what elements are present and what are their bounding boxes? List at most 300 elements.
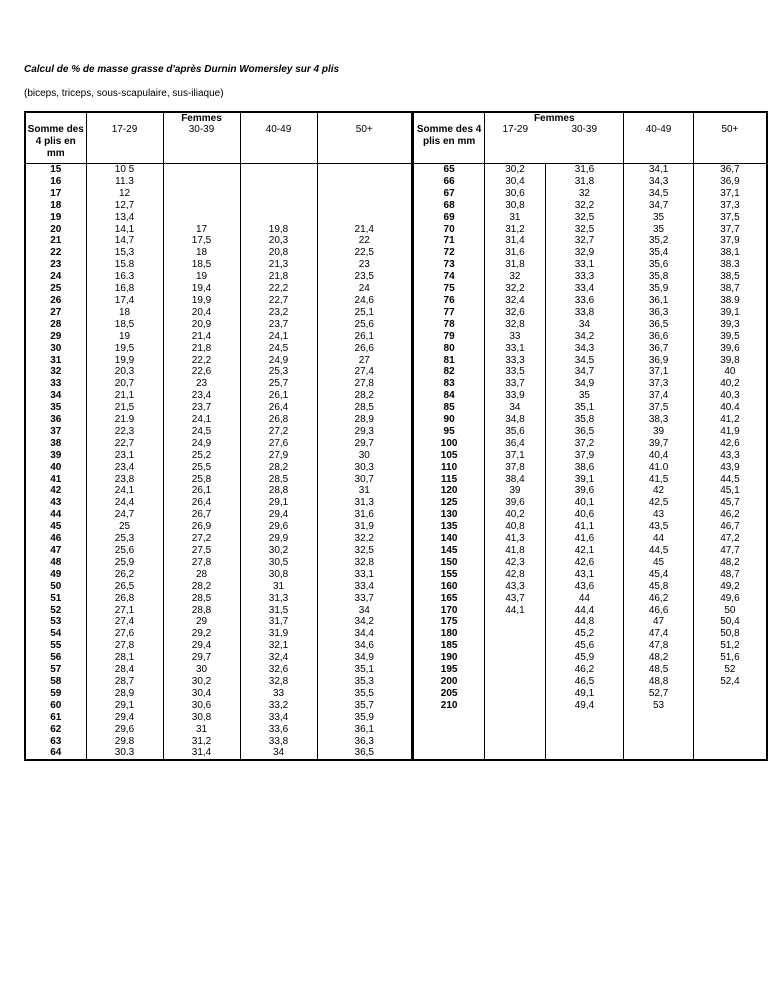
value-cell (485, 712, 545, 724)
value-cell: 26,9 (163, 521, 240, 533)
table-row (25, 200, 412, 212)
value-cell: 39 (624, 426, 694, 438)
value-cell: 32,6 (240, 664, 317, 676)
sum-cell: 24 (25, 271, 86, 283)
value-cell: 26,7 (163, 509, 240, 521)
value-cell: 12,7 (86, 200, 163, 212)
value-cell: 19,8 (240, 224, 317, 236)
table-row (25, 462, 412, 474)
sum-cell: 62 (25, 724, 86, 736)
value-cell: 43 (624, 509, 694, 521)
sum-cell: 140 (413, 533, 485, 545)
table-row (25, 438, 412, 450)
table-row (413, 390, 767, 402)
table-row (413, 688, 767, 700)
value-cell: 53 (624, 700, 694, 712)
table-row (413, 640, 767, 652)
value-cell: 30,8 (240, 569, 317, 581)
table-row (413, 212, 767, 224)
value-cell: 20,9 (163, 319, 240, 331)
value-cell: 27,9 (240, 450, 317, 462)
value-cell: 37,9 (545, 450, 624, 462)
sum-cell: 63 (25, 736, 86, 748)
value-cell: 33,1 (317, 569, 412, 581)
sum-cell: 145 (413, 545, 485, 557)
value-cell: 46,5 (545, 676, 624, 688)
value-cell (545, 747, 624, 760)
value-cell: 44 (624, 533, 694, 545)
value-cell: 31 (240, 581, 317, 593)
value-cell: 35,2 (624, 235, 694, 247)
value-cell: 36,1 (624, 295, 694, 307)
table-row (413, 474, 767, 486)
value-cell: 31 (485, 212, 545, 224)
value-cell: 28,9 (86, 688, 163, 700)
value-cell: 45,8 (624, 581, 694, 593)
value-cell: 32,2 (485, 283, 545, 295)
value-cell: 30 (163, 664, 240, 676)
value-cell: 31,6 (485, 247, 545, 259)
value-cell: 31,2 (163, 736, 240, 748)
table-row (413, 628, 767, 640)
value-cell: 36,7 (693, 164, 767, 176)
value-cell: 32 (485, 271, 545, 283)
sum-cell: 43 (25, 497, 86, 509)
left-table (24, 111, 413, 761)
value-cell: 27,5 (163, 545, 240, 557)
value-cell: 29,6 (240, 521, 317, 533)
value-cell: 48,2 (624, 652, 694, 664)
value-cell: 36,3 (624, 307, 694, 319)
value-cell: 33,4 (240, 712, 317, 724)
table-row (25, 605, 412, 617)
table-row (413, 402, 767, 414)
value-cell: 13,4 (86, 212, 163, 224)
value-cell: 17 (163, 224, 240, 236)
value-cell: 45,6 (545, 640, 624, 652)
table-row (25, 688, 412, 700)
value-cell: 24 (317, 283, 412, 295)
value-cell: 33,3 (485, 355, 545, 367)
sum-cell: 115 (413, 474, 485, 486)
value-cell: 23,4 (86, 462, 163, 474)
sum-cell: 34 (25, 390, 86, 402)
value-cell: 42,3 (485, 557, 545, 569)
value-cell: 36,5 (545, 426, 624, 438)
table-row (413, 200, 767, 212)
value-cell: 23 (163, 378, 240, 390)
sum-cell: 42 (25, 485, 86, 497)
value-cell: 30,4 (485, 176, 545, 188)
value-cell: 25,3 (240, 366, 317, 378)
value-cell (624, 712, 694, 724)
value-cell: 20,7 (86, 378, 163, 390)
value-cell: 29,1 (86, 700, 163, 712)
value-cell: 27,2 (240, 426, 317, 438)
value-cell: 28,1 (86, 652, 163, 664)
value-cell: 30 (317, 450, 412, 462)
sum-cell: 50 (25, 581, 86, 593)
table-row (25, 509, 412, 521)
value-cell (240, 176, 317, 188)
value-cell: 20,8 (240, 247, 317, 259)
table-row (25, 664, 412, 676)
table-row (413, 224, 767, 236)
value-cell: 34,3 (624, 176, 694, 188)
table-row (413, 747, 767, 760)
value-cell: 39,8 (693, 355, 767, 367)
value-cell: 30,2 (240, 545, 317, 557)
value-cell: 42 (624, 485, 694, 497)
value-cell: 38,4 (485, 474, 545, 486)
sum-cell (413, 712, 485, 724)
value-cell: 46,6 (624, 605, 694, 617)
table-row (413, 593, 767, 605)
table-row (413, 581, 767, 593)
value-cell: 15.8 (86, 259, 163, 271)
value-cell: 37,1 (485, 450, 545, 462)
table-row (413, 557, 767, 569)
value-cell: 10 5 (86, 164, 163, 176)
sum-cell: 66 (413, 176, 485, 188)
value-cell: 31,6 (317, 509, 412, 521)
value-cell: 30,8 (485, 200, 545, 212)
sum-cell: 57 (25, 664, 86, 676)
value-cell: 21,4 (163, 331, 240, 343)
table-row (25, 295, 412, 307)
value-cell: 32,8 (317, 557, 412, 569)
sum-cell: 19 (25, 212, 86, 224)
value-cell: 38,3 (624, 414, 694, 426)
sum-cell: 84 (413, 390, 485, 402)
value-cell: 26,5 (86, 581, 163, 593)
value-cell: 34,4 (317, 628, 412, 640)
value-cell: 35,5 (317, 688, 412, 700)
sum-cell: 58 (25, 676, 86, 688)
value-cell: 35,6 (624, 259, 694, 271)
value-cell: 11.3 (86, 176, 163, 188)
table-row (25, 414, 412, 426)
value-cell: 40 (693, 366, 767, 378)
value-cell: 39,7 (624, 438, 694, 450)
value-cell: 32,4 (485, 295, 545, 307)
table-row (413, 509, 767, 521)
sum-cell: 135 (413, 521, 485, 533)
value-cell: 41,9 (693, 426, 767, 438)
value-cell: 42,6 (545, 557, 624, 569)
value-cell: 29,3 (317, 426, 412, 438)
sum-cell: 210 (413, 700, 485, 712)
value-cell: 32,6 (485, 307, 545, 319)
col-header-30-39: 30-39 (571, 124, 598, 135)
value-cell: 24,4 (86, 497, 163, 509)
table-row (413, 366, 767, 378)
value-cell: 22 (317, 235, 412, 247)
group-label: Femmes (533, 113, 575, 124)
sum-cell: 60 (25, 700, 86, 712)
table-row (25, 247, 412, 259)
value-cell: 41,2 (693, 414, 767, 426)
value-cell: 21,8 (240, 271, 317, 283)
value-cell (693, 735, 767, 747)
table-row (25, 533, 412, 545)
value-cell: 33,7 (485, 378, 545, 390)
value-cell (693, 712, 767, 724)
value-cell: 22,7 (240, 295, 317, 307)
table-row (25, 366, 412, 378)
value-cell: 23,4 (163, 390, 240, 402)
value-cell: 29,4 (163, 640, 240, 652)
value-cell: 28,5 (163, 593, 240, 605)
value-cell: 43,3 (485, 581, 545, 593)
table-row (413, 533, 767, 545)
value-cell: 21,8 (163, 343, 240, 355)
value-cell: 21,1 (86, 390, 163, 402)
sum-cell: 33 (25, 378, 86, 390)
sum-cell: 76 (413, 295, 485, 307)
table-row (25, 164, 412, 176)
table-row (413, 485, 767, 497)
table-row (413, 176, 767, 188)
sum-cell: 25 (25, 283, 86, 295)
value-cell: 35 (624, 212, 694, 224)
value-cell: 23,2 (240, 307, 317, 319)
value-cell (240, 200, 317, 212)
sum-cell: 77 (413, 307, 485, 319)
value-cell: 18,5 (163, 259, 240, 271)
value-cell: 44,5 (693, 474, 767, 486)
table-row (25, 497, 412, 509)
value-cell: 41.0 (624, 462, 694, 474)
value-cell (317, 212, 412, 224)
value-cell: 43,3 (693, 450, 767, 462)
value-cell: 39,3 (693, 319, 767, 331)
sum-cell: 21 (25, 235, 86, 247)
value-cell: 32,9 (545, 247, 624, 259)
table-row (413, 247, 767, 259)
table-row (413, 676, 767, 688)
value-cell: 29,7 (317, 438, 412, 450)
value-cell: 42,1 (545, 545, 624, 557)
value-cell: 25,2 (163, 450, 240, 462)
value-cell: 37,1 (693, 188, 767, 200)
value-cell: 47 (624, 616, 694, 628)
value-cell: 34,5 (624, 188, 694, 200)
sum-cell: 125 (413, 497, 485, 509)
value-cell (485, 652, 545, 664)
value-cell: 35 (624, 224, 694, 236)
value-cell: 32 (545, 188, 624, 200)
value-cell: 50,8 (693, 628, 767, 640)
value-cell: 30,8 (163, 712, 240, 724)
value-cell: 50,4 (693, 616, 767, 628)
sum-cell: 180 (413, 628, 485, 640)
value-cell: 36,7 (624, 343, 694, 355)
document-subtitle: (biceps, triceps, sous-scapulaire, sus-iliaque) (24, 88, 224, 99)
value-cell: 32,2 (317, 533, 412, 545)
value-cell: 26,8 (86, 593, 163, 605)
table-row (25, 485, 412, 497)
sum-cell: 51 (25, 593, 86, 605)
table-row (25, 545, 412, 557)
sum-cell: 37 (25, 426, 86, 438)
value-cell: 28,5 (240, 474, 317, 486)
value-cell: 25,3 (86, 533, 163, 545)
sum-cell (413, 724, 485, 736)
table-row (413, 343, 767, 355)
value-cell: 41,8 (485, 545, 545, 557)
sum-cell: 82 (413, 366, 485, 378)
value-cell: 29,6 (86, 724, 163, 736)
sum-cell: 200 (413, 676, 485, 688)
col-header-40-49: 40-49 (240, 112, 317, 164)
value-cell: 37,7 (693, 224, 767, 236)
table-row (413, 652, 767, 664)
value-cell: 33,1 (485, 343, 545, 355)
sum-cell: 67 (413, 188, 485, 200)
value-cell: 27 (317, 355, 412, 367)
value-cell: 32,5 (317, 545, 412, 557)
value-cell (485, 676, 545, 688)
sum-cell: 52 (25, 605, 86, 617)
value-cell: 33,6 (545, 295, 624, 307)
table-row (413, 497, 767, 509)
value-cell: 24,9 (163, 438, 240, 450)
value-cell: 24,7 (86, 509, 163, 521)
table-row (413, 271, 767, 283)
value-cell: 31 (163, 724, 240, 736)
table-row (25, 390, 412, 402)
value-cell: 18,5 (86, 319, 163, 331)
sum-cell: 31 (25, 355, 86, 367)
table-row (25, 319, 412, 331)
value-cell (317, 164, 412, 176)
sum-cell: 59 (25, 688, 86, 700)
value-cell: 32,8 (240, 676, 317, 688)
value-cell (163, 188, 240, 200)
value-cell: 31,6 (545, 164, 624, 176)
value-cell: 27,8 (163, 557, 240, 569)
value-cell: 25,6 (317, 319, 412, 331)
value-cell (163, 212, 240, 224)
value-cell: 35,1 (317, 664, 412, 676)
value-cell: 35,9 (624, 283, 694, 295)
value-cell: 20,3 (240, 235, 317, 247)
value-cell: 43,1 (545, 569, 624, 581)
value-cell: 24,1 (163, 414, 240, 426)
value-cell (163, 164, 240, 176)
value-cell: 52 (693, 664, 767, 676)
group-label: Femmes (181, 113, 222, 124)
value-cell: 42,5 (624, 497, 694, 509)
value-cell: 25,6 (86, 545, 163, 557)
value-cell: 45,7 (693, 497, 767, 509)
value-cell: 27,8 (317, 378, 412, 390)
value-cell: 27,8 (86, 640, 163, 652)
value-cell: 50 (693, 605, 767, 617)
value-cell: 23,7 (240, 319, 317, 331)
value-cell: 52,4 (693, 676, 767, 688)
value-cell: 25,9 (86, 557, 163, 569)
value-cell: 36,6 (624, 331, 694, 343)
value-cell (485, 700, 545, 712)
sum-cell: 81 (413, 355, 485, 367)
document-title: Calcul de % de masse grasse d'après Durnin Womersley sur 4 plis (24, 64, 340, 75)
value-cell: 34,2 (545, 331, 624, 343)
table-row (413, 164, 767, 176)
sum-cell: 15 (25, 164, 86, 176)
sum-cell: 110 (413, 462, 485, 474)
left-table-body (25, 164, 412, 761)
table-row (413, 700, 767, 712)
sum-cell: 105 (413, 450, 485, 462)
value-cell: 40,4 (624, 450, 694, 462)
value-cell: 44,1 (485, 605, 545, 617)
value-cell: 36,9 (624, 355, 694, 367)
table-row (25, 569, 412, 581)
table-row (25, 426, 412, 438)
value-cell: 35,7 (317, 700, 412, 712)
sum-cell: 56 (25, 652, 86, 664)
value-cell: 39,6 (485, 497, 545, 509)
value-cell (485, 724, 545, 736)
value-cell: 20,3 (86, 366, 163, 378)
value-cell: 31,9 (317, 521, 412, 533)
value-cell: 33,2 (240, 700, 317, 712)
value-cell (545, 712, 624, 724)
value-cell: 33,4 (545, 283, 624, 295)
value-cell: 26,4 (240, 402, 317, 414)
value-cell: 30,2 (163, 676, 240, 688)
value-cell: 51,6 (693, 652, 767, 664)
sum-cell: 20 (25, 224, 86, 236)
value-cell: 35,4 (624, 247, 694, 259)
value-cell: 25,7 (240, 378, 317, 390)
value-cell: 47,8 (624, 640, 694, 652)
value-cell: 30,4 (163, 688, 240, 700)
value-cell: 49,6 (693, 593, 767, 605)
value-cell: 22,5 (317, 247, 412, 259)
table-row (25, 593, 412, 605)
value-cell: 27,4 (317, 366, 412, 378)
table-row (25, 283, 412, 295)
value-cell: 33,5 (485, 366, 545, 378)
sum-cell: 72 (413, 247, 485, 259)
sum-cell: 41 (25, 474, 86, 486)
value-cell: 14,1 (86, 224, 163, 236)
value-cell: 12 (86, 188, 163, 200)
value-cell: 44,5 (624, 545, 694, 557)
col-header-50plus: 50+ (693, 112, 767, 164)
value-cell: 33,7 (317, 593, 412, 605)
table-row (413, 426, 767, 438)
value-cell: 37,9 (693, 235, 767, 247)
value-cell: 32,5 (545, 212, 624, 224)
value-cell: 40,6 (545, 509, 624, 521)
sum-cell: 30 (25, 343, 86, 355)
value-cell: 47,2 (693, 533, 767, 545)
value-cell: 30,6 (163, 700, 240, 712)
value-cell: 25 (86, 521, 163, 533)
value-cell: 34 (485, 402, 545, 414)
value-cell: 39 (485, 485, 545, 497)
value-cell: 31 (317, 485, 412, 497)
table-row (25, 355, 412, 367)
value-cell: 36,3 (317, 736, 412, 748)
value-cell: 30,7 (317, 474, 412, 486)
value-cell (485, 640, 545, 652)
value-cell: 37,1 (624, 366, 694, 378)
